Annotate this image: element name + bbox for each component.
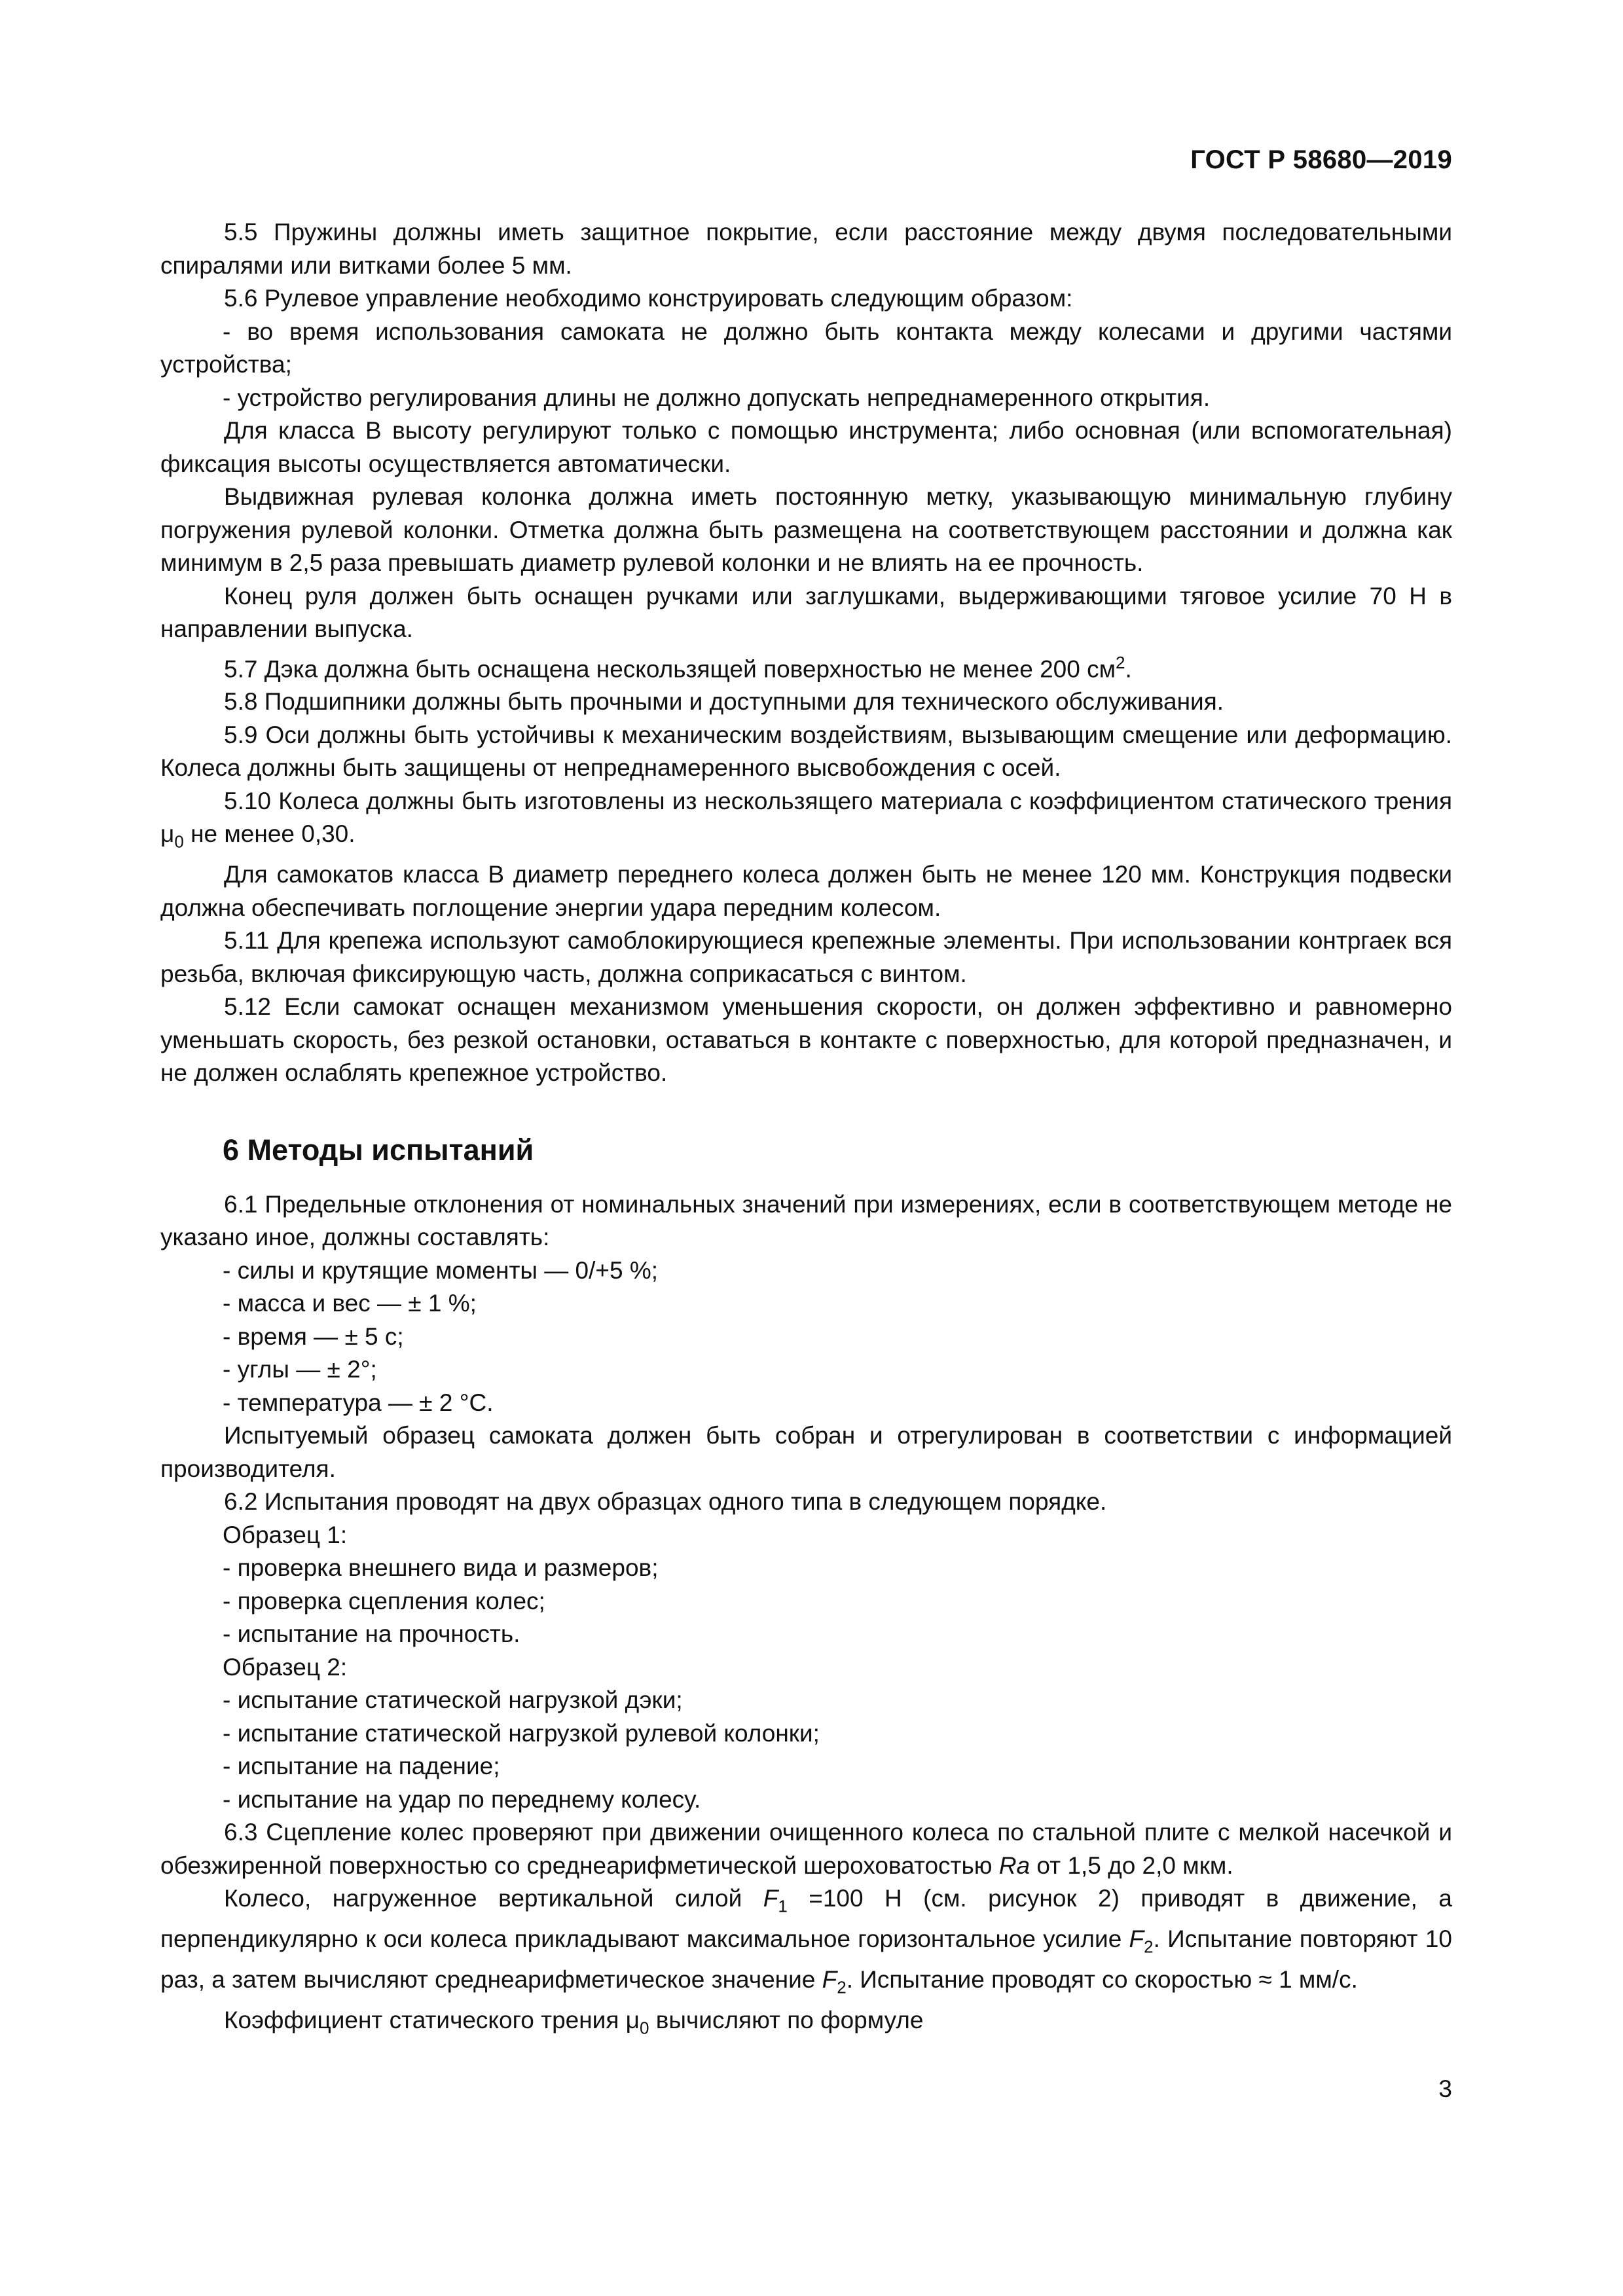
sample-2-item: - испытание статической нагрузкой рулевой колонки; <box>223 1719 820 1747</box>
clause-5-12: 5.12 Если самокат оснащен механизмом уменьшения скорости, он должен эффективно и равномерно уменьшать скорость, без резкой остановки, оставаться в контакте с поверхностью, для которой предназначен, и не должен ослаблять крепежное устройство. <box>160 993 1452 1087</box>
clause-6-1: 6.1 Предельные отклонения от номинальных значений при измерениях, если в соответствующем методе не указано иное, должны составлять: <box>160 1190 1452 1251</box>
force-symbol: F <box>822 1966 837 1993</box>
clause-5-10 <box>160 785 1452 858</box>
text-part: . Испытание проводят со скоростью ≈ 1 мм/с. <box>846 1966 1358 1993</box>
force-subscript: 2 <box>1144 1937 1154 1957</box>
tolerance-item: - силы и крутящие моменты — 0/+5 %; <box>223 1256 659 1284</box>
page-number: 3 <box>1438 2075 1452 2102</box>
clause-5-10-end: не менее 0,30. <box>183 820 356 848</box>
force-subscript: 2 <box>837 1977 847 1997</box>
clause-6-3-formula-intro <box>160 2004 1452 2045</box>
sample-1-title: Образец 1: <box>223 1521 348 1548</box>
clause-5-7-end: . <box>1125 655 1132 682</box>
sample-1-item: - проверка внешнего вида и размеров; <box>223 1554 659 1582</box>
clause-6-3 <box>160 1816 1452 1882</box>
tolerance-item: - температура — ± 2 °С. <box>223 1389 494 1416</box>
tolerance-item: - масса и вес — ± 1 %; <box>223 1290 477 1317</box>
clause-5-6-handle: Конец руля должен быть оснащен ручками или заглушками, выдерживающими тяговое усилие 70 Н в направлении выпуска. <box>160 582 1452 642</box>
document-body <box>160 216 1452 2045</box>
text-part: . Испытание повторяют 10 раз, а затем вычисляют среднеарифметическое значение <box>160 1925 1452 1993</box>
mu-subscript: 0 <box>640 2018 649 2038</box>
force-symbol: F <box>763 1885 778 1912</box>
clause-5-6-class-b: Для класса В высоту регулируют только с помощью инструмента; либо основная (или вспомогательная) фиксация высоты осуществляется автоматически. <box>160 417 1452 477</box>
standard-header: ГОСТ Р 58680—2019 <box>1190 145 1452 174</box>
clause-5-6-item-b: - устройство регулирования длины не должно допускать непреднамеренного открытия. <box>223 384 1211 411</box>
clause-6-2: 6.2 Испытания проводят на двух образцах одного типа в следующем порядке. <box>224 1488 1107 1516</box>
sample-1-item: - проверка сцепления колес; <box>223 1587 545 1614</box>
text-part: Коэффициент статического трения <box>224 2006 626 2033</box>
clause-6-1-sample: Испытуемый образец самоката должен быть собран и отрегулирован в соответствии с информацией производителя. <box>160 1422 1452 1482</box>
sample-2-item: - испытание статической нагрузкой дэки; <box>223 1686 683 1714</box>
mu-symbol: μ <box>160 820 175 848</box>
sample-2-title: Образец 2: <box>223 1653 348 1681</box>
clause-5-10-text: 5.10 Колеса должны быть изготовлены из нескользящего материала с коэффициентом статического трения <box>224 787 1452 814</box>
mu-subscript: 0 <box>174 831 184 852</box>
clause-5-8: 5.8 Подшипники должны быть прочными и доступными для технического обслуживания. <box>224 688 1224 716</box>
force-symbol: F <box>1129 1925 1144 1953</box>
text-part: Колесо, нагруженное вертикальной силой <box>224 1885 763 1912</box>
tolerance-item: - углы — ± 2°; <box>223 1356 377 1383</box>
tolerance-item: - время — ± 5 с; <box>223 1322 404 1350</box>
force-subscript: 1 <box>778 1896 788 1916</box>
clause-5-10-wheel: Для самокатов класса В диаметр переднего колеса должен быть не менее 120 мм. Конструкция подвески должна обеспечивать поглощение энергии удара передним колесом. <box>160 861 1452 921</box>
roughness-symbol: Ra <box>998 1851 1030 1879</box>
clause-5-6-mark: Выдвижная рулевая колонка должна иметь постоянную метку, указывающую минимальную глубину погружения рулевой колонки. Отметка должна быть размещена на соответствующем расстоянии и должна как минимум в 2,5 раза превышать диаметр рулевой колонки и не влиять на ее прочность. <box>160 483 1452 576</box>
clause-5-6-item-a: - во время использования самоката не должно быть контакта между колесами и другими частями устройства; <box>160 318 1452 378</box>
clause-6-3-wheel-load <box>160 1882 1452 2004</box>
clause-5-9: 5.9 Оси должны быть устойчивы к механическим воздействиям, вызывающим смещение или деформацию. Колеса должны быть защищены от непреднамеренного высвобождения с осей. <box>160 721 1452 782</box>
sample-2-item: - испытание на падение; <box>223 1753 500 1780</box>
sample-2-item: - испытание на удар по переднему колесу. <box>223 1785 701 1813</box>
clause-5-11: 5.11 Для крепежа используют самоблокирующиеся крепежные элементы. При использовании контргаек вся резьба, включая фиксирующую часть, должна соприкасаться с винтом. <box>160 927 1452 987</box>
text-part: =100 Н (см. рисунок 2) приводят в движение, а перпендикулярно к оси колеса прикладывают максимальное горизонтальное усилие <box>160 1885 1452 1953</box>
section-6-title: 6 Методы испытаний <box>223 1133 534 1167</box>
text-part: вычисляют по формуле <box>649 2006 924 2033</box>
clause-5-6: 5.6 Рулевое управление необходимо конструировать следующим образом: <box>224 285 1073 312</box>
clause-5-7-superscript: 2 <box>1116 652 1125 672</box>
clause-5-7-text: 5.7 Дэка должна быть оснащена нескользящей поверхностью не менее 200 см <box>224 655 1116 682</box>
clause-5-5: 5.5 Пружины должны иметь защитное покрытие, если расстояние между двумя последовательными спиралями или витками более 5 мм. <box>160 219 1452 279</box>
sample-1-item: - испытание на прочность. <box>223 1620 520 1648</box>
clause-5-7 <box>160 646 1452 686</box>
clause-6-3-text: 6.3 Сцепление колес проверяют при движении очищенного колеса по стальной плите с мелкой насечкой и обезжиренной поверхностью со среднеарифметической шероховатостью <box>160 1819 1452 1879</box>
mu-symbol: μ <box>625 2006 640 2033</box>
clause-6-3-end: от 1,5 до 2,0 мкм. <box>1030 1851 1233 1879</box>
